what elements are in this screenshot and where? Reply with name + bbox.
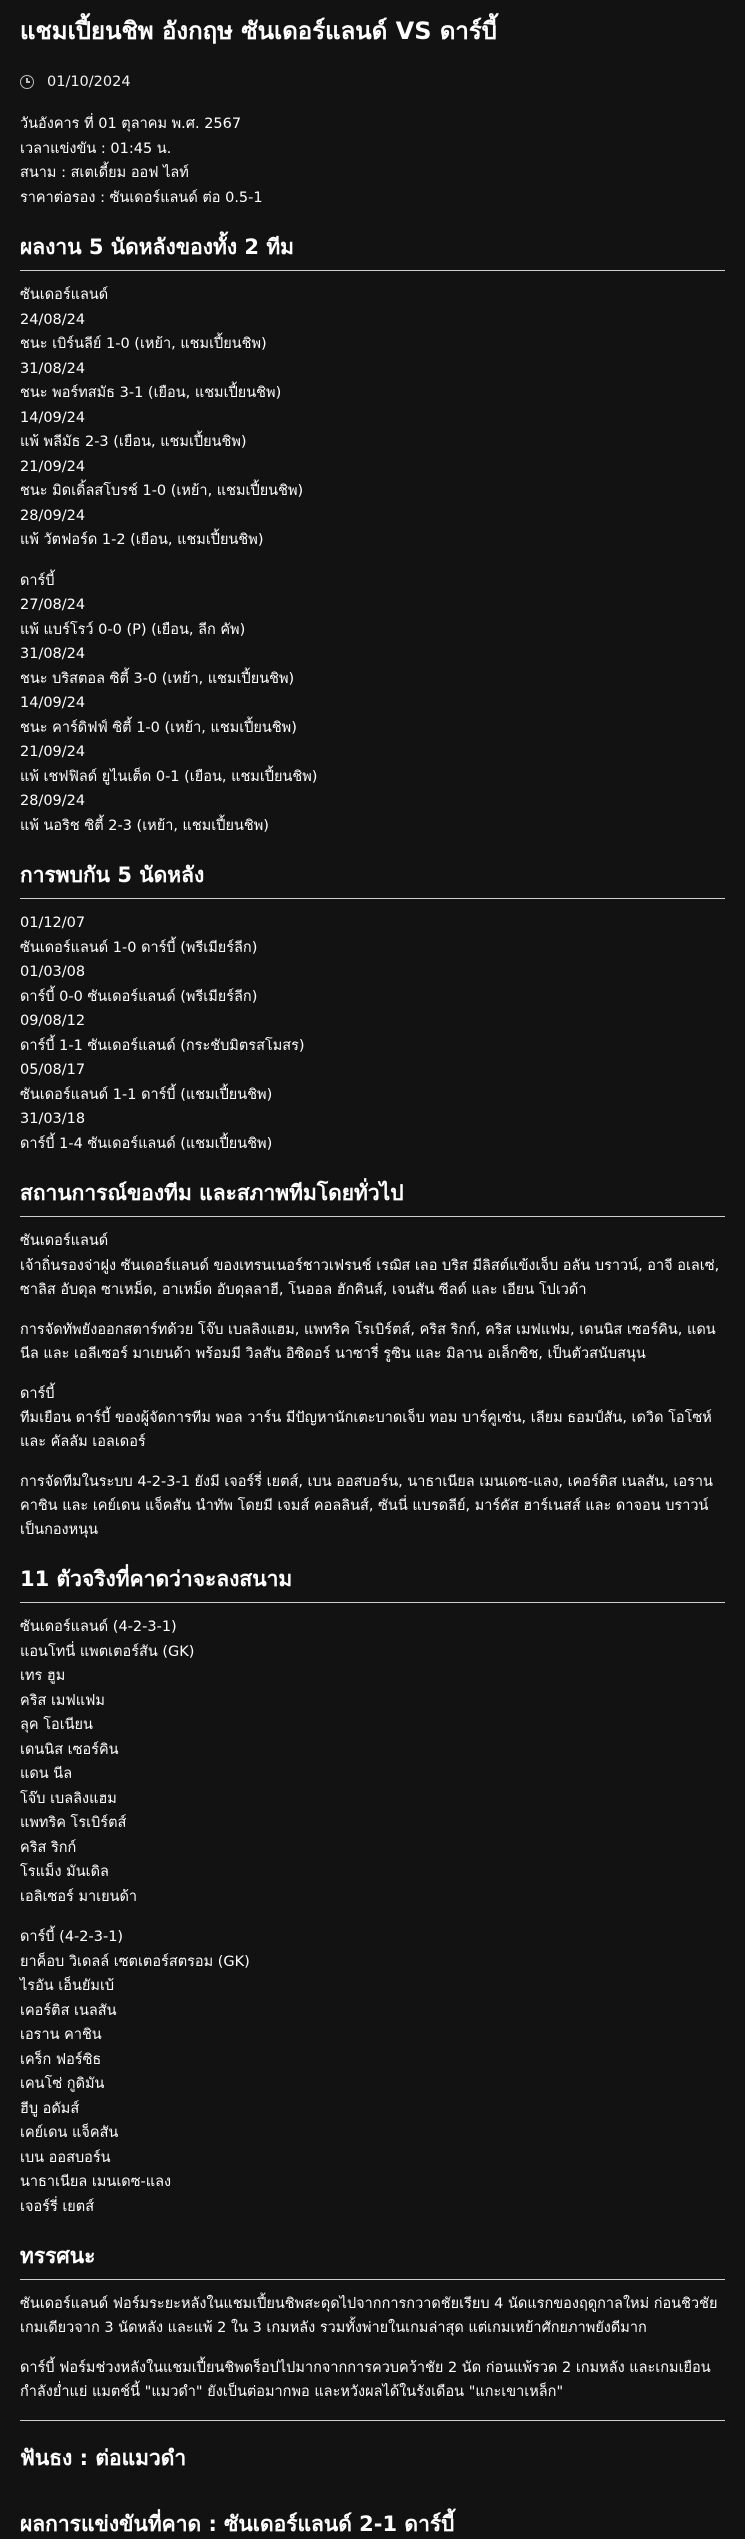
list-item: 21/09/24 xyxy=(20,458,86,475)
list-item: 14/09/24 xyxy=(20,695,86,711)
meta-line: เวลาแข่งขัน : 01:45 น. xyxy=(20,140,172,157)
status-section xyxy=(20,1178,725,1542)
list-item: ฮีบู อดัมส์ xyxy=(20,2100,80,2117)
list-item: นาธาเนียล เมนเดซ-แลง xyxy=(20,2174,172,2190)
section-heading: สถานการณ์ของทีม และสภาพทีมโดยทั่วไป xyxy=(20,1178,725,1217)
list-item: 31/08/24 xyxy=(20,646,86,662)
list-item: เทร ฮูม xyxy=(20,1668,66,1684)
list-item: เคอร์ติส เนลสัน xyxy=(20,2002,117,2019)
list-item: ชนะ บริสตอล ซิตี้ 3-0 (เหย้า, แชมเปี้ยนชิพ) xyxy=(20,670,295,687)
list-item: 28/09/24 xyxy=(20,793,86,809)
match-meta xyxy=(20,112,725,210)
paragraph: ดาร์บี้ ฟอร์มช่วงหลังในแชมเปี้ยนชิพดร็อปไปมากจากการควบคว้าชัย 2 นัด ก่อนแพ้รวด 2 เกมหลัง และเกมเยือนกำลังย่ำแย่ แมตช์นี้ "แมวดำ" ยังเป็นต่อมากพอ และหวังผลได้ในรังเดือน "แกะเขาเหล็ก" xyxy=(20,2360,711,2400)
team2-lineup xyxy=(20,1925,725,2219)
list-item: แพ้ นอริช ซิตี้ 2-3 (เหย้า, แชมเปี้ยนชิพ) xyxy=(20,817,269,834)
list-item: 01/12/07 xyxy=(20,915,86,931)
h2h-section xyxy=(20,860,725,1156)
date-row xyxy=(20,70,725,94)
team1-lineup xyxy=(20,1615,725,1909)
list-item: คริส เมฟแฟม xyxy=(20,1692,105,1709)
list-item: แพทริค โรเบิร์ตส์ xyxy=(20,1815,127,1831)
form-section xyxy=(20,232,725,838)
paragraph: การจัดทัพยังออกสตาร์ทด้วย โจ๊บ เบลลิงแฮม, แพทริค โรเบิร์ตส์, คริส ริกก์, คริส เมฟแฟม, เดนนิส เซอร์คิน, แดน นีล และ เอลีเซอร์ มาเยนด้า พร้อมมี วิลสัน อิซิดอร์ นาซารี่ รูซิน และ มิลาน อเล็กซิช, เป็นตัวสนับสนุน xyxy=(20,1321,716,1362)
list-item: 24/08/24 xyxy=(20,311,86,328)
list-item: ดาร์บี้ 0-0 ซันเดอร์แลนด์ (พรีเมียร์ลีก) xyxy=(20,988,258,1005)
list-item: เดนนิส เซอร์คิน xyxy=(20,1741,119,1758)
list-item: ดาร์บี้ xyxy=(20,572,55,589)
list-item: ซันเดอร์แลนด์ xyxy=(20,287,109,303)
lineup-section xyxy=(20,1564,725,2219)
list-item: ซันเดอร์แลนด์ (4-2-3-1) xyxy=(20,1619,177,1635)
list-item: เอลิเซอร์ มาเยนด้า xyxy=(20,1888,138,1905)
list-item: 14/09/24 xyxy=(20,409,86,426)
list-item: 21/09/24 xyxy=(20,744,86,760)
publish-date: 01/10/2024 xyxy=(47,74,131,90)
list-item: ซันเดอร์แลนด์ 1-1 ดาร์บี้ (แชมเปี้ยนชิพ) xyxy=(20,1086,273,1103)
section-heading: 11 ตัวจริงที่คาดว่าจะลงสนาม xyxy=(20,1564,725,1603)
prediction-pick: ฟันธง : ต่อแมวดำ xyxy=(20,2446,187,2470)
list-item: ซันเดอร์แลนด์ 1-0 ดาร์บี้ (พรีเมียร์ลีก) xyxy=(20,939,258,956)
team1-form xyxy=(20,283,725,553)
list-item: 27/08/24 xyxy=(20,597,86,613)
list-item: เอราน คาชิน xyxy=(20,2027,102,2043)
list-item: โรแม็ง มันเดิล xyxy=(20,1864,109,1880)
list-item: ยาค็อบ วิเดลล์ เซตเตอร์สตรอม (GK) xyxy=(20,1953,250,1970)
clock-icon xyxy=(20,75,34,89)
list-item: 05/08/17 xyxy=(20,1062,86,1078)
meta-line: สนาม : สเตเดี้ยม ออฟ ไลท์ xyxy=(20,165,189,181)
team2-form xyxy=(20,569,725,839)
list-item: 09/08/12 xyxy=(20,1013,86,1029)
list-item: 28/09/24 xyxy=(20,507,86,524)
paragraph: การจัดทีมในระบบ 4-2-3-1 ยังมี เจอร์รี่ เยตส์, เบน ออสบอร์น, นาธาเนียล เมนเดซ-แลง, เคอร์ติส เนลสัน, เอราน คาชิน และ เคย์เดน แจ็คสัน นำทัพ โดยมี เจมส์ คอลลินส์, ซันนี่ แบรดลีย์, มาร์คัส ฮาร์เนสส์ และ ดาจอน บราวน์ เป็นกองหนุน xyxy=(20,1474,713,1538)
paragraph: ทีมเยือน ดาร์บี้ ของผู้จัดการทีม พอล วาร์น มีปัญหานักเตะบาดเจ็บ ทอม บาร์คูเซ่น, เลียม ธอมป์สัน, เดวิด โอโซห์ และ คัลลัม เอลเดอร์ xyxy=(20,1410,712,1450)
team-name: ดาร์บี้ xyxy=(20,1385,55,1402)
list-item: 31/03/18 xyxy=(20,1111,86,1127)
list-item: ชนะ เบิร์นลีย์ 1-0 (เหย้า, แชมเปี้ยนชิพ) xyxy=(20,336,267,352)
section-heading: ทรรศนะ xyxy=(20,2241,725,2280)
list-item: ดาร์บี้ 1-4 ซันเดอร์แลนด์ (แชมเปี้ยนชิพ) xyxy=(20,1135,273,1152)
list-item: 31/08/24 xyxy=(20,360,86,377)
list-item: 01/03/08 xyxy=(20,964,86,980)
page-title: แชมเปี้ยนชิพ อังกฤษ ซันเดอร์แลนด์ VS ดาร์บี้ xyxy=(20,17,498,45)
list-item: เบน ออสบอร์น xyxy=(20,2149,111,2166)
list-item: แดน นีล xyxy=(20,1766,73,1782)
list-item: โจ๊บ เบลลิงแฮม xyxy=(20,1790,117,1807)
list-item: เคร็ก ฟอร์ซิธ xyxy=(20,2051,102,2068)
prediction-score: ผลการแข่งขันที่คาด : ซันเดอร์แลนด์ 2-1 ดาร์บี้ xyxy=(20,2512,455,2536)
list-item: แพ้ วัตฟอร์ด 1-2 (เยือน, แชมเปี้ยนชิพ) xyxy=(20,532,264,548)
list-item: ดาร์บี้ (4-2-3-1) xyxy=(20,1929,124,1945)
list-item: เคย์เดน แจ็คสัน xyxy=(20,2125,119,2141)
list-item: ลุค โอเนียน xyxy=(20,1717,93,1733)
list-item: ชนะ พอร์ทสมัธ 3-1 (เยือน, แชมเปี้ยนชิพ) xyxy=(20,385,282,401)
section-heading: ผลงาน 5 นัดหลังของทั้ง 2 ทีม xyxy=(20,232,725,271)
list-item: ชนะ คาร์ดิฟฟ์ ซิตี้ 1-0 (เหย้า, แชมเปี้ยนชิพ) xyxy=(20,719,297,736)
list-item: แพ้ เชฟฟิลด์ ยูไนเต็ด 0-1 (เยือน, แชมเปี้ยนชิพ) xyxy=(20,768,318,785)
paragraph: เจ้าถิ่นรองจ่าฝูง ซันเดอร์แลนด์ ของเทรนเนอร์ชาวเฟรนช์ เรฌิส เลอ บริส มีลิสต์แข้งเจ็บ อลัน บราวน์, อาจี อเลเซ่, ซาลิส อับดุล ซาเหม็ด, อาเหม็ด อับดุลลาฮี, โนออล ฮักคินส์, เจนสัน ซีลด์ และ เอียน โปเวด้า xyxy=(20,1257,720,1298)
list-item: ดาร์บี้ 1-1 ซันเดอร์แลนด์ (กระชับมิตรสโมสร) xyxy=(20,1037,305,1054)
list-item: แพ้ พลีมัธ 2-3 (เยือน, แชมเปี้ยนชิพ) xyxy=(20,434,247,450)
list-item: แอนโทนี่ แพตเตอร์สัน (GK) xyxy=(20,1643,195,1660)
paragraph: ซันเดอร์แลนด์ ฟอร์มระยะหลังในแชมเปี้ยนชิพสะดุดไปจากการกวาดชัยเรียบ 4 นัดแรกของฤดูกาลใหม่ ก่อนชิวชัยเกมเดียวจาก 3 นัดหลัง และแพ้ 2 ใน 3 เกมหลัง รวมทั้งพ่ายในเกมล่าสุด แต่เกมเหย้าศักยภาพยังดีมาก xyxy=(20,2296,718,2336)
list-item: ไรอัน เอ็นยัมเบ้ xyxy=(20,1978,115,1994)
list-item: คริส ริกก์ xyxy=(20,1839,77,1856)
list-item: แพ้ แบร์โรว์ 0-0 (P) (เยือน, ลีก คัพ) xyxy=(20,621,246,638)
list-item: เคนโซ่ กูดิมัน xyxy=(20,2076,105,2092)
list-item: เจอร์รี่ เยตส์ xyxy=(20,2198,95,2215)
section-heading: การพบกัน 5 นัดหลัง xyxy=(20,860,725,899)
meta-line: วันอังคาร ที่ 01 ตุลาคม พ.ศ. 2567 xyxy=(20,116,242,132)
divider xyxy=(20,2420,725,2421)
list-item: ชนะ มิดเดิ้ลสโบรช์ 1-0 (เหย้า, แชมเปี้ยนชิพ) xyxy=(20,483,304,499)
team-name: ซันเดอร์แลนด์ xyxy=(20,1233,109,1249)
meta-line: ราคาต่อรอง : ซันเดอร์แลนด์ ต่อ 0.5-1 xyxy=(20,189,263,206)
opinion-section xyxy=(20,2241,725,2421)
